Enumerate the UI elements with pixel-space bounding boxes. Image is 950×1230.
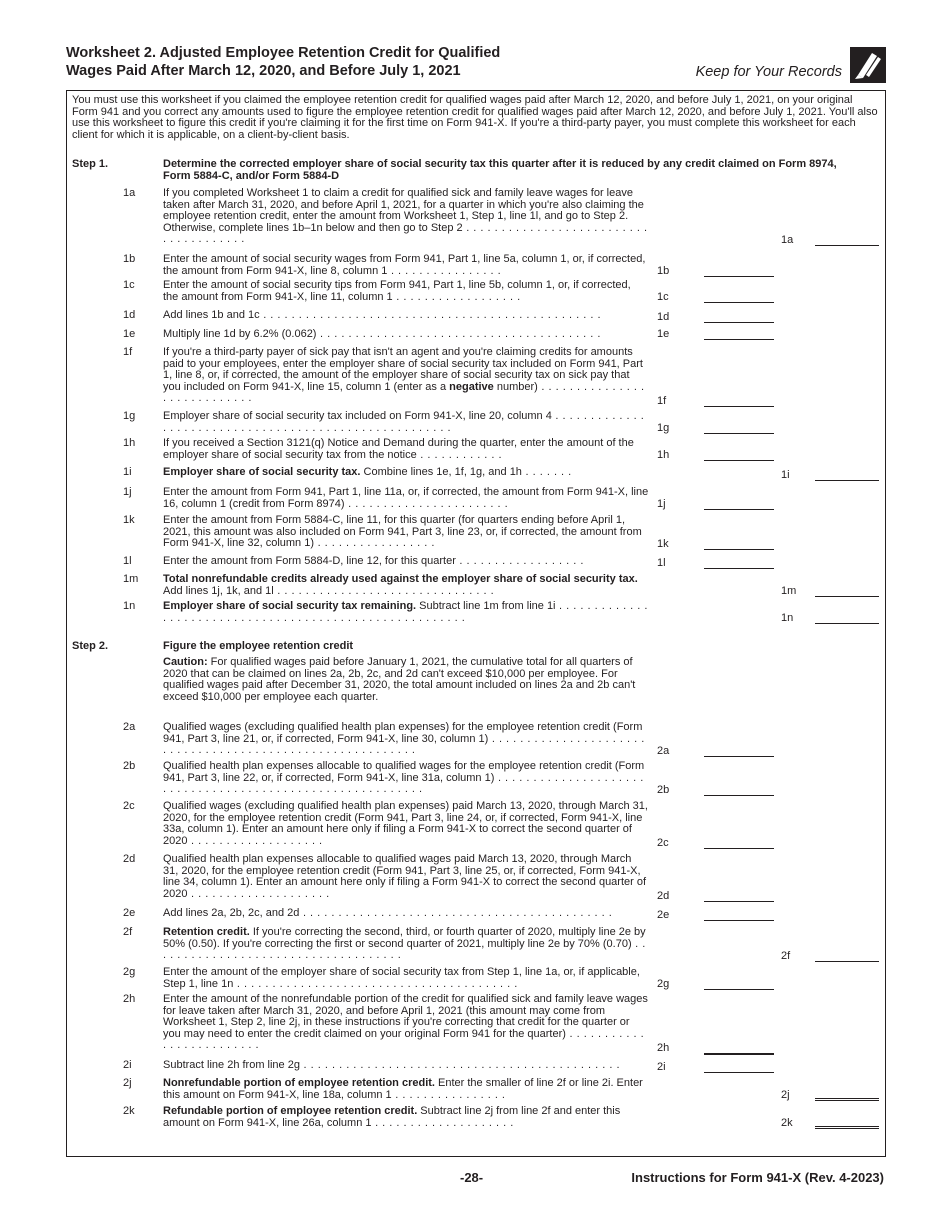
form-footer: Instructions for Form 941-X (Rev. 4-2023) — [631, 1170, 884, 1185]
amount-field-2h[interactable] — [704, 1043, 774, 1055]
step2-heading: Figure the employee retention credit — [163, 640, 354, 652]
line-number: 2b — [123, 760, 136, 772]
line-ref: 1k — [657, 538, 669, 550]
line-text: Qualified wages (excluding qualified health plan expenses) paid March 13, 2020, through March 31, 2020, for the employee retention credit (Form 941, Part 3, line 24, or, if corrected, Form 941-X, line 33a, column 1). Enter an amount here only if filing a Form 941-X to correct the second quarter of 2020 . . . . . . . . . . . . . . . . . . . — [163, 800, 648, 847]
line-ref: 1m — [781, 585, 797, 597]
caution-text: Caution: For qualified wages paid before January 1, 2021, the cumulative total for all quarters of 2020 that can be claimed on lines 2a, 2b, 2c, and 2d can't exceed $10,000 per employee. For qualified wages paid after December 31, 2020, the total amount included on lines 2a and 2b can't exceed $10,000 per employee each quarter. — [163, 656, 636, 703]
line-number: 1g — [123, 410, 136, 422]
line-ref: 1f — [657, 395, 667, 407]
line-ref: 2b — [657, 784, 670, 796]
line-text: Enter the amount from Form 5884-D, line 12, for this quarter . . . . . . . . . . . . . . . . . . — [163, 555, 584, 567]
line-text: If you received a Section 3121(q) Notice and Demand during the quarter, enter the amount of the employer share of social security tax from the notice . . . . . . . . . . . . — [163, 437, 634, 461]
records-pencil-icon — [850, 47, 886, 83]
keep-records-label: Keep for Your Records — [695, 64, 842, 80]
amount-field-1n[interactable] — [815, 613, 879, 624]
line-text: Enter the amount of social security tips from Form 941, Part 1, line 5b, column 1, or, if corrected, the amount from Form 941-X, line 11, column 1 . . . . . . . . . . . . . . . . . . — [163, 279, 631, 303]
line-number: 1e — [123, 328, 136, 340]
amount-field-1m[interactable] — [815, 586, 879, 597]
line-ref: 1i — [781, 469, 790, 481]
line-text: Qualified health plan expenses allocable to qualified wages paid March 13, 2020, through March 31, 2020, for the employee retention credit (Form 941, Part 3, line 25, or, if corrected, Form 941-X, line 34, column 1). Enter an amount here only if filing a Form 941-X to correct the second quarter of 2020 . . . . . . . . . . . . . . . . . . . . — [163, 853, 647, 900]
amount-field-2g[interactable] — [704, 979, 774, 990]
line-text: Subtract line 2h from line 2g . . . . . . . . . . . . . . . . . . . . . . . . . . . . . . . . . . . . . . . . . . . . . — [163, 1059, 621, 1071]
line-text: Nonrefundable portion of employee retention credit. Enter the smaller of line 2f or line 2i. Enter this amount on Form 941-X, line 18a, column 1 . . . . . . . . . . . . . . . . — [163, 1077, 643, 1101]
amount-field-1k[interactable] — [704, 539, 774, 550]
amount-field-1f[interactable] — [704, 396, 774, 407]
line-number: 1c — [123, 279, 135, 291]
line-ref: 1h — [657, 449, 670, 461]
line-number: 2f — [123, 926, 133, 938]
line-number: 2i — [123, 1059, 132, 1071]
amount-field-1a[interactable] — [815, 235, 879, 246]
line-text: If you're a third-party payer of sick pay that isn't an agent and you're claiming credits for amounts paid to your employees, enter the employer share of social security tax included on Form 941, Part 1, line 8, or, if corrected, the amount of the employer share of social security tax on sick pay that you included on Form 941-X, line 15, column 1 (enter as a negative number) . . . . . . . . . . . . . . . . . . . . . . . . . . . . — [163, 346, 645, 404]
line-number: 1k — [123, 514, 135, 526]
line-text: Qualified health plan expenses allocable to qualified wages for the employee retention credit (Form 941, Part 3, line 22, or, if corrected, Form 941-X, line 31a, column 1) . . . . . . . . . . . . . . . . . . . . . . . . . . . . . . . . . . . . . . . . . . . . . . . . . . . . . . . . . . — [163, 760, 645, 795]
line-text: Qualified wages (excluding qualified health plan expenses) for the employee retention credit (Form 941, Part 3, line 21, or, if corrected, Form 941-X, line 30, column 1) . . . . . . . . . . . . . . . . . . . . . . . . . . . . . . . . . . . . . . . . . . . . . . . . . . . . . . . . . . — [163, 721, 645, 756]
line-number: 2e — [123, 907, 136, 919]
amount-field-2d[interactable] — [704, 891, 774, 902]
line-number: 2k — [123, 1105, 135, 1117]
line-text: Enter the amount of social security wages from Form 941, Part 1, line 5a, column 1, or, if corrected, the amount from Form 941-X, line 8, column 1 . . . . . . . . . . . . . . . . — [163, 253, 646, 277]
line-ref: 1c — [657, 291, 669, 303]
line-ref: 2a — [657, 745, 670, 757]
amount-field-1g[interactable] — [704, 423, 774, 434]
line-ref: 1l — [657, 557, 666, 569]
line-number: 1j — [123, 486, 132, 498]
line-text: Employer share of social security tax included on Form 941-X, line 20, column 4 . . . . . . . . . . . . . . . . . . . . . . . . . . . . . . . . . . . . . . . . . . . . . . . . . . . . . . — [163, 410, 645, 434]
line-text: Enter the amount from Form 5884-C, line 11, for this quarter (for quarters ending before April 1, 2021, this amount was also included on Form 941, Part 3, line 23, or, if corrected, the amount from Form 941-X, line 32, column 1) . . . . . . . . . . . . . . . . . — [163, 514, 642, 549]
line-ref: 2e — [657, 909, 670, 921]
line-ref: 2c — [657, 837, 669, 849]
amount-field-1c[interactable] — [704, 292, 774, 303]
line-ref: 2j — [781, 1089, 790, 1101]
line-text: Employer share of social security tax. Combine lines 1e, 1f, 1g, and 1h . . . . . . . — [163, 466, 572, 478]
line-text: Multiply line 1d by 6.2% (0.062) . . . . . . . . . . . . . . . . . . . . . . . . . . . . . . . . . . . . . . . . — [163, 328, 601, 340]
line-number: 1m — [123, 573, 139, 585]
amount-field-1d[interactable] — [704, 312, 774, 323]
line-text: Add lines 1b and 1c . . . . . . . . . . . . . . . . . . . . . . . . . . . . . . . . . . . . . . . . . . . . . . . . — [163, 309, 602, 321]
line-ref: 1a — [781, 234, 794, 246]
line-ref: 1g — [657, 422, 670, 434]
line-ref: 2d — [657, 890, 670, 902]
line-ref: 2h — [657, 1042, 670, 1054]
line-ref: 1d — [657, 311, 670, 323]
line-ref: 1j — [657, 498, 666, 510]
amount-field-1h[interactable] — [704, 450, 774, 461]
line-number: 1b — [123, 253, 136, 265]
worksheet-box — [66, 90, 886, 1157]
page-number: -28- — [460, 1170, 484, 1185]
intro-paragraph: You must use this worksheet if you claimed the employee retention credit for qualified wages paid after March 12, 2020, and before July 1, 2021, on your original Form 941 and you correct any amounts used to figure the employee retention credit for qualified wages paid after March 12, 2020, and before July 1, 2021. You'll also use this worksheet to figure this credit if you're claiming it for the first time on Form 941-X. If you're a third-party payer, you must complete this worksheet for each client for which it is applicable, on a client-by-client basis. — [72, 94, 878, 141]
line-number: 1h — [123, 437, 136, 449]
line-text: Total nonrefundable credits already used against the employer share of social security tax. Add lines 1j, 1k, and 1l . . . . . . . . . . . . . . . . . . . . . . . . . . . . . . . — [163, 573, 638, 597]
line-text: Refundable portion of employee retention credit. Subtract line 2j from line 2f and enter this amount on Form 941-X, line 26a, column 1 . . . . . . . . . . . . . . . . . . . . — [163, 1105, 621, 1129]
line-number: 1n — [123, 600, 136, 612]
amount-field-2c[interactable] — [704, 838, 774, 849]
line-ref: 2g — [657, 978, 670, 990]
line-text: If you completed Worksheet 1 to claim a credit for qualified sick and family leave wages for leave taken after March 31, 2020, and before April 1, 2021, for a quarter in which you're also claiming the employee retention credit, enter the amount from Worksheet 1, Step 1, line 1l, and go to Step 2. Otherwise, complete lines 1b–1n below and then go to Step 2 . . . . . . . . . . . . . . . . . . . . . . . . . . . . . . . . . . . . . . — [163, 187, 648, 245]
amount-field-2e[interactable] — [704, 910, 774, 921]
line-ref: 1b — [657, 265, 670, 277]
worksheet-header — [66, 44, 886, 88]
amount-field-1j[interactable] — [704, 499, 774, 510]
amount-field-1l[interactable] — [704, 558, 774, 569]
amount-field-2f[interactable] — [815, 951, 879, 962]
amount-field-2j[interactable] — [815, 1090, 879, 1101]
amount-field-1i[interactable] — [815, 470, 879, 481]
line-number: 2h — [123, 993, 136, 1005]
line-number: 2a — [123, 721, 136, 733]
line-text: Enter the amount of the nonrefundable portion of the credit for qualified sick and family leave wages for leave taken after March 31, 2020, and before April 1, 2021 (this amount may come from Worksheet 1, Step 2, line 2j, in these instructions if you're correcting that credit for the quarter or you may need to enter the credit claimed on your original Form 941 for the quarter) . . . . . . . . . . . . . . . . . . . . . . . . . — [163, 993, 648, 1051]
amount-field-1b[interactable] — [704, 266, 774, 277]
line-number: 1i — [123, 466, 132, 478]
step2-label: Step 2. — [72, 640, 109, 652]
line-text: Enter the amount of the employer share of social security tax from Step 1, line 1a, or, if applicable, Step 1, line 1n . . . . . . . . . . . . . . . . . . . . . . . . . . . . . . . . . . . . . . . . — [163, 966, 640, 990]
amount-field-2b[interactable] — [704, 785, 774, 796]
worksheet-title-line2: Wages Paid After March 12, 2020, and Before July 1, 2021 — [66, 63, 461, 79]
line-number: 2d — [123, 853, 136, 865]
line-number: 1l — [123, 555, 132, 567]
step1-heading: Determine the corrected employer share of social security tax this quarter after it is reduced by any credit claimed on Form 8974, Form 5884-C, and/or Form 5884-D — [163, 158, 837, 182]
worksheet-title-line1: Worksheet 2. Adjusted Employee Retention Credit for Qualified — [66, 45, 501, 61]
line-number: 2j — [123, 1077, 132, 1089]
line-text: Enter the amount from Form 941, Part 1, line 11a, or, if corrected, the amount from Form 941-X, line 16, column 1 (credit from Form 8974) . . . . . . . . . . . . . . . . . . . . . . . — [163, 486, 649, 510]
line-number: 1d — [123, 309, 136, 321]
line-ref: 1e — [657, 328, 670, 340]
line-text: Add lines 2a, 2b, 2c, and 2d . . . . . . . . . . . . . . . . . . . . . . . . . . . . . . . . . . . . . . . . . . . . — [163, 907, 613, 919]
line-number: 2g — [123, 966, 136, 978]
line-text: Employer share of social security tax remaining. Subtract line 1m from line 1i . . . . . . . . . . . . . . . . . . . . . . . . . . . . . . . . . . . . . . . . . . . . . . . . . . . . . . . . — [163, 600, 648, 624]
line-number: 1a — [123, 187, 136, 199]
step1-label: Step 1. — [72, 158, 109, 170]
line-ref: 1n — [781, 612, 794, 624]
line-text: Retention credit. If you're correcting the second, third, or fourth quarter of 2020, multiply line 2e by 50% (0.50). If you're correcting the first or second quarter of 2021, multiply line 2e by 70% (0.70) . . . . . . . . . . . . . . . . . . . . . . . . . . . . . . . . . . . . — [163, 926, 646, 961]
line-ref: 2f — [781, 950, 791, 962]
line-number: 1f — [123, 346, 133, 358]
line-number: 2c — [123, 800, 135, 812]
amount-field-2i[interactable] — [704, 1062, 774, 1073]
amount-field-2a[interactable] — [704, 746, 774, 757]
amount-field-1e[interactable] — [704, 329, 774, 340]
amount-field-2k[interactable] — [815, 1118, 879, 1129]
line-ref: 2k — [781, 1117, 793, 1129]
line-ref: 2i — [657, 1061, 666, 1073]
